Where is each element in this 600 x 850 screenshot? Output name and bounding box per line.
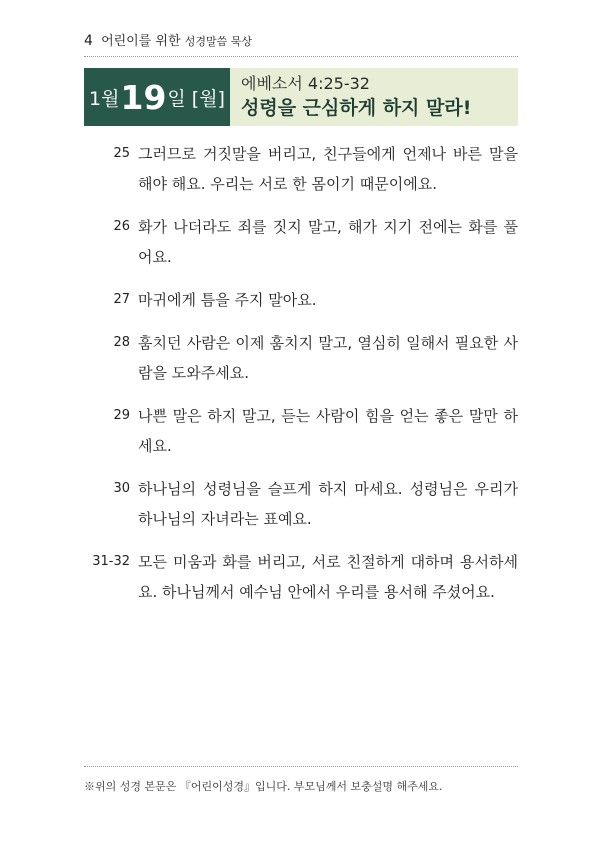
verse-item bbox=[84, 547, 518, 607]
date-weekday: [월] bbox=[191, 87, 225, 110]
verse-text: 모든 미움과 화를 버리고, 서로 친절하게 대하며 용서하세요. 하나님께서 예수님 안에서 우리를 용서해 주셨어요. bbox=[138, 553, 518, 601]
page-number: 4 bbox=[84, 33, 93, 49]
passage-reference: 에베소서 4:25-32 bbox=[241, 74, 370, 93]
verse-text: 훔치던 사람은 이제 훔치지 말고, 열심히 일해서 필요한 사람을 도와주세요. bbox=[138, 334, 518, 382]
date-day-suffix: 일 bbox=[167, 87, 186, 110]
date-month: 1월 bbox=[89, 87, 120, 110]
verse-item bbox=[84, 474, 518, 534]
verse-number: 28 bbox=[113, 335, 130, 350]
verse-text: 그러므로 거짓말을 버리고, 친구들에게 언제나 바른 말을 해야 해요. 우리는 서로 한 몸이기 때문이에요. bbox=[138, 145, 518, 193]
verse-text: 화가 나더라도 죄를 짓지 말고, 해가 지기 전에는 화를 풀어요. bbox=[138, 218, 518, 266]
verse-number: 31-32 bbox=[92, 554, 130, 569]
footnote: ※위의 성경 본문은 『어린이성경』입니다. 부모님께서 보충설명 해주세요. bbox=[84, 780, 443, 793]
passage-title: 성령을 근심하게 하지 말라! bbox=[241, 97, 472, 119]
date-badge bbox=[84, 68, 230, 126]
verse-item bbox=[84, 328, 518, 388]
verse-item bbox=[84, 139, 518, 199]
verse-number: 25 bbox=[113, 146, 130, 161]
verse-text: 하나님의 성령님을 슬프게 하지 마세요. 성령님은 우리가 하나님의 자녀라는 표예요. bbox=[138, 480, 518, 528]
bottom-divider bbox=[84, 766, 518, 767]
date-day: 19 bbox=[120, 77, 167, 117]
verse-number: 29 bbox=[113, 408, 130, 423]
verse-number: 27 bbox=[113, 292, 130, 307]
verse-text: 마귀에게 틈을 주지 말아요. bbox=[138, 291, 317, 309]
verse-number: 30 bbox=[113, 481, 130, 496]
verse-item bbox=[84, 401, 518, 461]
verse-item bbox=[84, 285, 518, 315]
verse-item bbox=[84, 212, 518, 272]
top-divider bbox=[84, 56, 518, 57]
book-title: 어린이를 위한 bbox=[101, 34, 181, 49]
passage-header bbox=[230, 68, 518, 126]
verse-list bbox=[84, 139, 518, 620]
verse-number: 26 bbox=[113, 219, 130, 234]
verse-text: 나쁜 말은 하지 말고, 듣는 사람이 힘을 얻는 좋은 말만 하세요. bbox=[138, 407, 518, 455]
book-subtitle: 성경말씀 묵상 bbox=[184, 35, 252, 48]
running-head bbox=[84, 30, 252, 49]
